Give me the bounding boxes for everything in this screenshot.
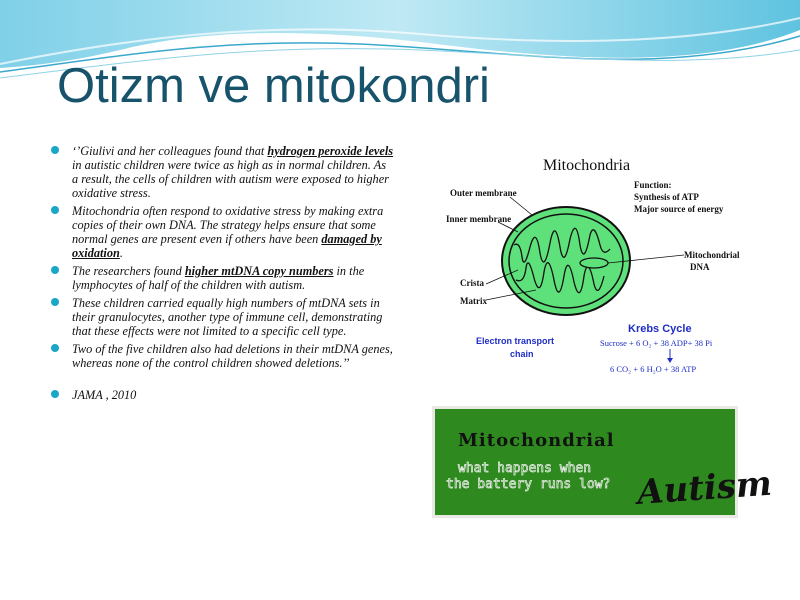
bullet-icon [51,298,59,306]
label-krebs: Krebs Cycle [628,323,692,335]
diagram-title: Mitochondria [543,157,631,174]
bullet-icon [51,344,59,352]
mitochondria-diagram [438,140,756,376]
bullet-item [50,264,395,292]
bullet-text: in autistic children were twice as high as in normal children. As a result, the cells of children with autism were exposed to higher oxidative stress. [72,158,389,200]
bullet-item [50,144,395,200]
label-function-1: Synthesis of ATP [634,192,699,202]
bullet-text: ‘’Giulivi and her colleagues found that [72,144,268,158]
label-equation-left: Sucrose + 6 O₂ + 38 ADP+ 38 Pi [600,338,713,348]
banner-heading: Mitochondrial [458,430,615,451]
label-mito-dna-2: DNA [690,262,710,272]
label-mito-dna-1: Mitochondrial [684,250,740,260]
bullet-text: The researchers found [72,264,185,278]
bullet-text: These children carried equally high numbers of mtDNA sets in their granulocytes, another type of immune cell, demonstrating that these effects were not limited to a specific cell type. [72,296,383,338]
label-inner-membrane: Inner membrane [446,214,512,224]
reference-item [50,388,395,402]
bullet-icon [51,266,59,274]
bullet-icon [51,206,59,214]
label-etc-1: Electron transport [476,336,555,346]
bullet-text: . [119,246,123,260]
slide-title: Otizm ve mitokondri [57,59,490,113]
bullet-list [50,144,395,406]
label-function: Function: [634,180,672,190]
bullet-emphasis: damaged by oxidation [72,232,382,260]
mitochondrion-shape [502,207,630,315]
label-matrix: Matrix [460,296,487,306]
label-outer-membrane: Outer membrane [450,188,517,198]
mitochondrial-autism-banner [432,406,774,518]
banner-tagline-2: the battery runs low? [446,477,611,492]
bullet-text: in the lymphocytes of half of the children with autism. [72,264,365,292]
bullet-item [50,342,395,370]
bullet-icon [51,390,59,398]
banner-word: Autism [635,463,774,513]
label-etc-2: chain [510,349,534,359]
bullet-emphasis: hydrogen peroxide levels [267,144,394,158]
bullet-emphasis: higher mtDNA copy numbers [184,264,334,278]
label-function-2: Major source of energy [634,204,724,214]
bullet-item [50,296,395,338]
reference-text: JAMA , 2010 [72,388,137,402]
pointer-line [510,197,532,215]
label-equation-right: 6 CO₂ + 6 H₂O + 38 ATP [610,364,697,374]
bullet-item [50,204,395,260]
banner-tagline-1: what happens when [458,461,592,476]
bullet-text: Two of the five children also had deletions in their mtDNA genes, whereas none of the control children showed deletions.’’ [72,342,393,370]
bullet-text: Mitochondria often respond to oxidative stress by making extra copies of their own DNA. The strategy helps ensure that some normal genes are present even if others have been [72,204,384,246]
label-crista: Crista [460,278,484,288]
bullet-icon [51,146,59,154]
arrow-head-icon [667,358,673,363]
